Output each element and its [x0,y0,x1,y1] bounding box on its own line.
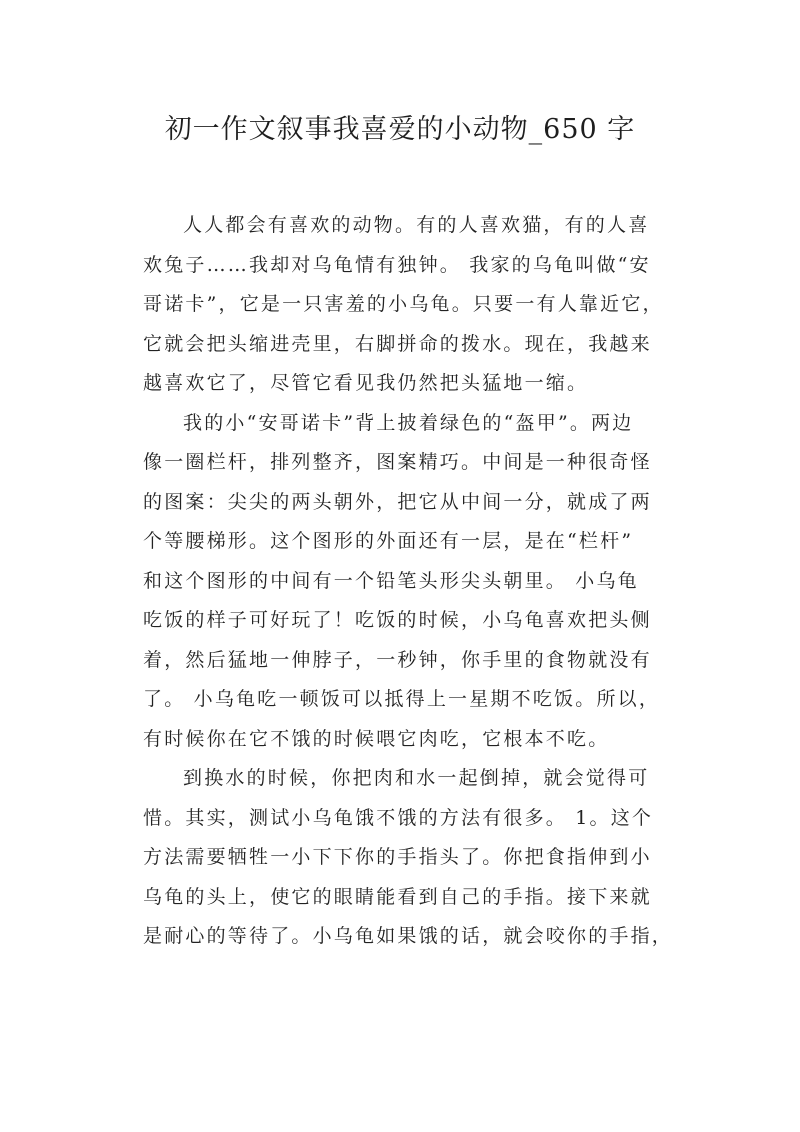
paragraph-1-line-3: 哥诺卡”，它是一只害羞的小乌龟。只要一有人靠近它， [143,293,664,315]
paragraph-2-line-4: 个等腰梯形。这个图形的外面还有一层，是在“栏杆” [143,530,634,552]
paragraph-3-line-1: 到换水的时候，你把肉和水一起倒掉，就会觉得可 [183,767,650,789]
paragraph-3-line-5: 是耐心的等待了。小乌龟如果饿的话，就会咬你的手指， [143,925,674,947]
paragraph-2-line-1: 我的小“安哥诺卡”背上披着绿色的“盔甲”。两边 [183,411,634,434]
paragraph-3-line-2: 惜。其实，测试小乌龟饿不饿的方法有很多。 1。这个 [143,806,654,829]
paragraph-1-line-1: 人人都会有喜欢的动物。有的人喜欢猫，有的人喜 [183,214,650,236]
paragraph-2-line-9: 有时候你在它不饿的时候喂它肉吃，它根本不吃。 [143,727,610,750]
paragraph-1-line-4: 它就会把头缩进壳里，右脚拼命的拨水。现在，我越来 [143,332,652,355]
paragraph-1-line-2: 欢兔子……我却对乌龟情有独钟。 我家的乌龟叫做“安 [143,253,651,276]
paragraph-2-line-2: 像一圈栏杆，排列整齐，图案精巧。中间是一种很奇怪 [143,451,652,473]
document-title: 初一作文叙事我喜爱的小动物_650 字 [164,114,636,145]
paragraph-3-line-4: 乌龟的头上，使它的眼睛能看到自己的手指。接下来就 [143,885,652,908]
paragraph-2-line-3: 的图案：尖尖的两头朝外，把它从中间一分，就成了两 [143,490,652,513]
paragraph-3-line-3: 方法需要牺牲一小下下你的手指头了。你把食指伸到小 [143,846,652,868]
paragraph-2-line-6: 吃饭的样子可好玩了！吃饭的时候，小乌龟喜欢把头侧 [143,609,652,631]
paragraph-2-line-7: 着，然后猛地一伸脖子，一秒钟，你手里的食物就没有 [143,648,652,671]
paragraph-2-line-5: 和这个图形的中间有一个铅笔头形尖头朝里。 小乌龟 [143,569,639,592]
paragraph-1-line-5: 越喜欢它了，尽管它看见我仍然把头猛地一缩。 [143,372,589,394]
document-body [143,206,674,957]
paragraph-2-line-8: 了。 小乌龟吃一顿饭可以抵得上一星期不吃饭。所以， [143,688,661,710]
